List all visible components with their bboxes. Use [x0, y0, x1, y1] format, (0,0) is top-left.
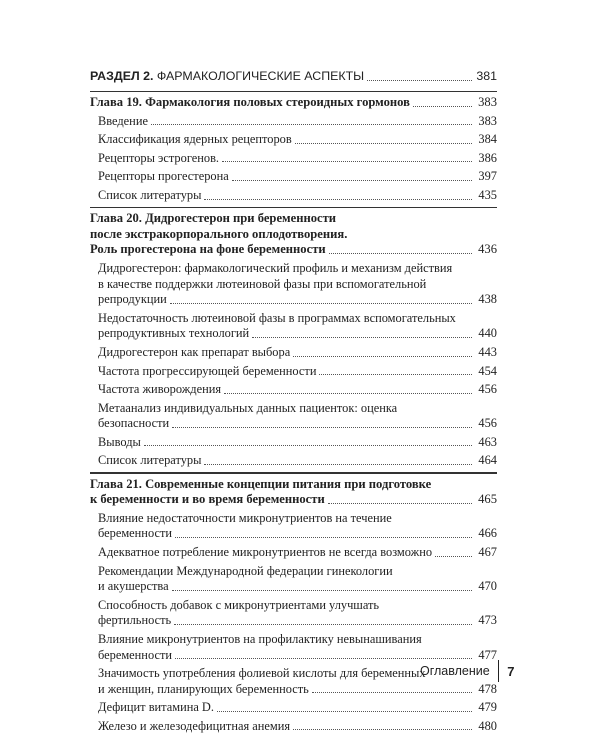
- leader-dots: [293, 728, 472, 730]
- toc-entry[interactable]: [90, 151, 497, 167]
- folio-page-number: 7: [507, 663, 515, 679]
- toc-entry[interactable]: [90, 401, 497, 432]
- chapter-19: [90, 92, 497, 207]
- entry-title: Классификация ядерных рецепторов: [98, 132, 292, 147]
- leader-dots: [144, 444, 472, 446]
- page-number: 480: [478, 718, 497, 733]
- entry-title-line: репродукции: [98, 292, 167, 307]
- chapter-title: Глава 19. Фармакология половых стероидных гормонов: [90, 95, 410, 110]
- toc-entry[interactable]: [90, 564, 497, 595]
- page-number: 383: [478, 113, 497, 128]
- section-title: ФАРМАКОЛОГИЧЕСКИЕ АСПЕКТЫ: [153, 69, 365, 83]
- toc-entry[interactable]: [90, 511, 497, 542]
- table-of-contents: [90, 69, 497, 737]
- leader-dots: [328, 502, 472, 504]
- leader-dots: [293, 355, 472, 357]
- entry-title: Частота живорождения: [98, 382, 222, 397]
- entry-title: Введение: [98, 113, 148, 128]
- running-footer-label: Оглавление: [420, 664, 490, 678]
- entry-title: Частота прогрессирующей беременности: [98, 363, 317, 378]
- chapter-title-line: Роль прогестерона на фоне беременности: [90, 242, 326, 257]
- entry-title-line: Способность добавок с микронутриентами улучшать: [98, 597, 380, 612]
- page-number: 463: [478, 434, 497, 449]
- entry-title-line: Значимость употребления фолиевой кислоты для беременных: [98, 666, 426, 681]
- section-heading[interactable]: [90, 69, 497, 91]
- entry-title-line: беременности: [98, 647, 172, 662]
- leader-dots: [413, 105, 472, 107]
- leader-dots: [312, 691, 472, 693]
- chapter-20-heading[interactable]: [90, 211, 497, 258]
- page-number: 397: [478, 169, 497, 184]
- page-number: 473: [478, 613, 497, 628]
- toc-entry[interactable]: [90, 598, 497, 629]
- entry-title: Дидрогестерон как препарат выбора: [98, 344, 291, 359]
- page-number: 436: [478, 242, 497, 257]
- chapter-title-line: Глава 21. Современные концепции питания при подготовке: [90, 476, 432, 491]
- chapter-title-line: к беременности и во время беременности: [90, 492, 325, 507]
- page-number: 440: [478, 326, 497, 341]
- toc-entry[interactable]: [90, 345, 497, 361]
- toc-entry[interactable]: [90, 114, 497, 130]
- leader-dots: [435, 555, 472, 557]
- leader-dots: [151, 123, 472, 125]
- leader-dots: [172, 426, 472, 428]
- entry-title-line: Дидрогестерон: фармакологический профиль и механизм действия: [98, 260, 453, 275]
- leader-dots: [175, 657, 472, 659]
- toc-entry[interactable]: [90, 700, 497, 716]
- entry-title-line: репродуктивных технологий: [98, 326, 250, 341]
- toc-entry[interactable]: [90, 132, 497, 148]
- entry-title-line: фертильность: [98, 613, 172, 628]
- page-number: 443: [478, 344, 497, 359]
- entry-title-line: Влияние недостаточности микронутриентов на течение: [98, 510, 392, 525]
- footer-separator: [498, 660, 500, 682]
- leader-dots: [224, 392, 472, 394]
- page-number: 465: [478, 492, 497, 507]
- page-number: 381: [476, 69, 497, 83]
- leader-dots: [222, 160, 472, 162]
- leader-dots: [217, 710, 472, 712]
- page-number: 383: [478, 95, 497, 110]
- page-number: 464: [478, 453, 497, 468]
- chapter-title-line: после экстракорпорального оплодотворения.: [90, 226, 348, 241]
- leader-dots: [204, 463, 472, 465]
- page-number: 466: [478, 526, 497, 541]
- leader-dots: [295, 142, 472, 144]
- entry-title: Железо и железодефицитная анемия: [98, 718, 291, 733]
- entry-title: Рецепторы эстрогенов.: [98, 150, 220, 165]
- page-number: 386: [478, 150, 497, 165]
- entry-title-line: Недостаточность лютеиновой фазы в программах вспомогательных: [98, 310, 456, 325]
- leader-dots: [319, 373, 472, 375]
- leader-dots: [329, 252, 472, 254]
- leader-dots: [175, 536, 472, 538]
- page-number: 470: [478, 579, 497, 594]
- toc-entry[interactable]: [90, 169, 497, 185]
- page-number: 384: [478, 132, 497, 147]
- toc-entry[interactable]: [90, 311, 497, 342]
- page-footer: [420, 660, 514, 682]
- page-number: 477: [478, 647, 497, 662]
- entry-title-line: в качестве поддержки лютеиновой фазы при вспомогательной: [98, 276, 427, 291]
- entry-title-line: и женщин, планирующих беременность: [98, 681, 309, 696]
- entry-title-line: Метаанализ индивидуальных данных пациенток: оценка: [98, 400, 398, 415]
- page-number: 456: [478, 416, 497, 431]
- entry-title-line: беременности: [98, 526, 172, 541]
- entry-title-line: и акушерства: [98, 579, 169, 594]
- chapter-19-heading[interactable]: [90, 95, 497, 111]
- leader-dots: [172, 589, 472, 591]
- leader-dots: [252, 336, 472, 338]
- entry-title-line: Влияние микронутриентов на профилактику невынашивания: [98, 631, 422, 646]
- entry-title: Выводы: [98, 434, 141, 449]
- entry-title: Список литературы: [98, 453, 202, 468]
- leader-dots: [204, 198, 472, 200]
- chapter-21-heading[interactable]: [90, 477, 497, 508]
- entry-title-line: безопасности: [98, 416, 170, 431]
- leader-dots: [170, 302, 472, 304]
- toc-entry[interactable]: [90, 632, 497, 663]
- leader-dots: [232, 179, 472, 181]
- toc-entry[interactable]: [90, 382, 497, 398]
- toc-entry[interactable]: [90, 435, 497, 451]
- page-number: 479: [478, 700, 497, 715]
- entry-title: Рецепторы прогестерона: [98, 169, 229, 184]
- page-number: 478: [478, 681, 497, 696]
- toc-entry[interactable]: [90, 719, 497, 735]
- toc-entry[interactable]: [90, 453, 497, 469]
- page-number: 467: [478, 544, 497, 559]
- entry-title: Список литературы: [98, 188, 202, 203]
- toc-entry[interactable]: [90, 545, 497, 561]
- chapter-20: [90, 208, 497, 472]
- chapter-21: [90, 474, 497, 738]
- toc-entry[interactable]: [90, 364, 497, 380]
- entry-title: Дефицит витамина D.: [98, 700, 214, 715]
- entry-title: Адекватное потребление микронутриентов не всегда возможно: [98, 544, 433, 559]
- leader-dots: [174, 623, 472, 625]
- section-number: РАЗДЕЛ 2.: [90, 69, 154, 83]
- page-number: 438: [478, 292, 497, 307]
- chapter-title-line: Глава 20. Дидрогестерон при беременности: [90, 211, 337, 226]
- page-number: 435: [478, 188, 497, 203]
- toc-entry[interactable]: [90, 188, 497, 204]
- page-number: 456: [478, 382, 497, 397]
- entry-title-line: Рекомендации Международной федерации гинекологии: [98, 563, 393, 578]
- page-number: 454: [478, 363, 497, 378]
- leader-dots: [367, 79, 472, 81]
- toc-entry[interactable]: [90, 261, 497, 308]
